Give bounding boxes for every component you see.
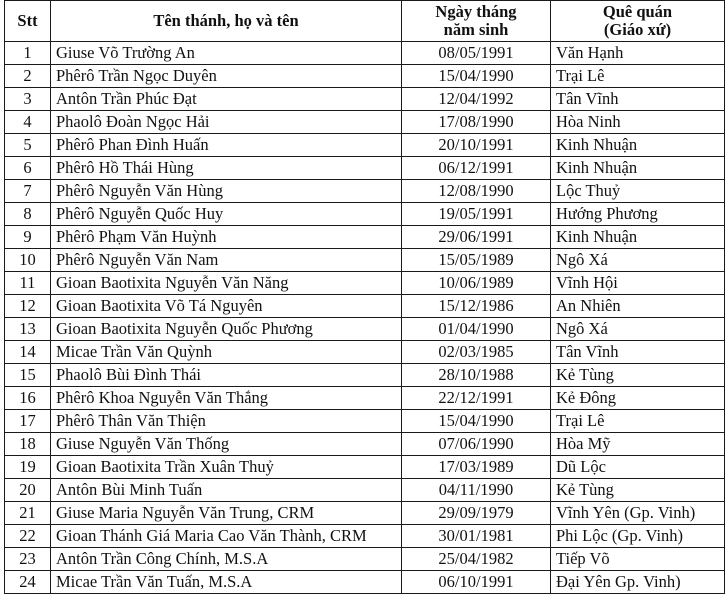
row-stt: 7 — [5, 180, 51, 203]
row-stt: 18 — [5, 433, 51, 456]
row-hometown: Dũ Lộc — [551, 456, 725, 479]
row-dob: 29/09/1979 — [402, 502, 551, 525]
row-stt: 23 — [5, 548, 51, 571]
row-stt: 5 — [5, 134, 51, 157]
row-hometown: Trại Lê — [551, 410, 725, 433]
row-stt: 15 — [5, 364, 51, 387]
row-stt: 10 — [5, 249, 51, 272]
row-stt: 6 — [5, 157, 51, 180]
row-dob: 15/04/1990 — [402, 410, 551, 433]
row-name: Phêrô Phan Đình Huấn — [51, 134, 402, 157]
row-hometown: Kẻ Đông — [551, 387, 725, 410]
table-row — [5, 410, 725, 433]
row-name: Micae Trần Văn Tuấn, M.S.A — [51, 571, 402, 594]
row-hometown: Văn Hạnh — [551, 42, 725, 65]
table-row — [5, 387, 725, 410]
row-dob: 29/06/1991 — [402, 226, 551, 249]
row-dob: 08/05/1991 — [402, 42, 551, 65]
row-hometown: Hướng Phương — [551, 203, 725, 226]
row-stt: 4 — [5, 111, 51, 134]
header-hometown: Quê quán (Giáo xứ) — [551, 1, 725, 42]
row-name: Giuse Nguyễn Văn Thống — [51, 433, 402, 456]
row-hometown: Kinh Nhuận — [551, 157, 725, 180]
row-stt: 17 — [5, 410, 51, 433]
row-stt: 8 — [5, 203, 51, 226]
table-row — [5, 456, 725, 479]
table-row — [5, 226, 725, 249]
row-dob: 17/08/1990 — [402, 111, 551, 134]
row-dob: 17/03/1989 — [402, 456, 551, 479]
row-hometown: Phi Lộc (Gp. Vinh) — [551, 525, 725, 548]
row-stt: 3 — [5, 88, 51, 111]
row-name: Gioan Baotixita Nguyễn Văn Năng — [51, 272, 402, 295]
row-dob: 07/06/1990 — [402, 433, 551, 456]
row-hometown: Tân Vĩnh — [551, 88, 725, 111]
table-row — [5, 203, 725, 226]
table-row — [5, 479, 725, 502]
row-hometown: Tân Vĩnh — [551, 341, 725, 364]
row-name: Phêrô Khoa Nguyễn Văn Thắng — [51, 387, 402, 410]
row-stt: 12 — [5, 295, 51, 318]
row-hometown: Vĩnh Yên (Gp. Vinh) — [551, 502, 725, 525]
row-hometown: Kinh Nhuận — [551, 134, 725, 157]
header-name: Tên thánh, họ và tên — [51, 1, 402, 42]
row-stt: 22 — [5, 525, 51, 548]
row-name: Gioan Baotixita Trần Xuân Thuỷ — [51, 456, 402, 479]
row-name: Antôn Bùi Minh Tuấn — [51, 479, 402, 502]
table-row — [5, 272, 725, 295]
row-hometown: Hòa Mỹ — [551, 433, 725, 456]
row-stt: 2 — [5, 65, 51, 88]
row-stt: 21 — [5, 502, 51, 525]
ordinands-table — [4, 0, 725, 594]
document-page — [4, 0, 726, 594]
row-name: Phaolô Bùi Đình Thái — [51, 364, 402, 387]
table-row — [5, 318, 725, 341]
table-row — [5, 157, 725, 180]
row-hometown: Đại Yên Gp. Vinh) — [551, 571, 725, 594]
table-row — [5, 65, 725, 88]
row-name: Phêrô Nguyễn Quốc Huy — [51, 203, 402, 226]
row-dob: 19/05/1991 — [402, 203, 551, 226]
row-dob: 04/11/1990 — [402, 479, 551, 502]
row-stt: 13 — [5, 318, 51, 341]
table-row — [5, 433, 725, 456]
table-row — [5, 111, 725, 134]
table-body — [5, 42, 725, 594]
row-dob: 06/10/1991 — [402, 571, 551, 594]
table-row — [5, 502, 725, 525]
row-dob: 12/04/1992 — [402, 88, 551, 111]
row-name: Phêrô Thân Văn Thiện — [51, 410, 402, 433]
table-row — [5, 88, 725, 111]
row-name: Phêrô Hồ Thái Hùng — [51, 157, 402, 180]
row-name: Phêrô Nguyễn Văn Hùng — [51, 180, 402, 203]
row-name: Micae Trần Văn Quỳnh — [51, 341, 402, 364]
row-hometown: Ngô Xá — [551, 318, 725, 341]
row-stt: 1 — [5, 42, 51, 65]
table-row — [5, 548, 725, 571]
row-dob: 12/08/1990 — [402, 180, 551, 203]
row-hometown: An Nhiên — [551, 295, 725, 318]
row-name: Phêrô Nguyễn Văn Nam — [51, 249, 402, 272]
row-stt: 19 — [5, 456, 51, 479]
row-name: Gioan Thánh Giá Maria Cao Văn Thành, CRM — [51, 525, 402, 548]
row-dob: 20/10/1991 — [402, 134, 551, 157]
row-dob: 22/12/1991 — [402, 387, 551, 410]
row-name: Antôn Trần Phúc Đạt — [51, 88, 402, 111]
row-name: Gioan Baotixita Võ Tá Nguyên — [51, 295, 402, 318]
row-hometown: Lộc Thuỷ — [551, 180, 725, 203]
table-row — [5, 42, 725, 65]
row-name: Phêrô Phạm Văn Huỳnh — [51, 226, 402, 249]
row-dob: 28/10/1988 — [402, 364, 551, 387]
row-dob: 30/01/1981 — [402, 525, 551, 548]
row-dob: 15/05/1989 — [402, 249, 551, 272]
table-row — [5, 571, 725, 594]
row-stt: 11 — [5, 272, 51, 295]
row-hometown: Kẻ Tùng — [551, 479, 725, 502]
header-row — [5, 1, 725, 42]
row-name: Gioan Baotixita Nguyễn Quốc Phương — [51, 318, 402, 341]
row-name: Giuse Võ Trường An — [51, 42, 402, 65]
table-row — [5, 180, 725, 203]
row-dob: 15/12/1986 — [402, 295, 551, 318]
row-name: Antôn Trần Công Chính, M.S.A — [51, 548, 402, 571]
table-header — [5, 1, 725, 42]
row-hometown: Kẻ Tùng — [551, 364, 725, 387]
row-stt: 16 — [5, 387, 51, 410]
row-hometown: Vĩnh Hội — [551, 272, 725, 295]
row-stt: 14 — [5, 341, 51, 364]
table-row — [5, 249, 725, 272]
table-row — [5, 341, 725, 364]
row-hometown: Hòa Ninh — [551, 111, 725, 134]
row-hometown: Kinh Nhuận — [551, 226, 725, 249]
header-stt: Stt — [5, 1, 51, 42]
row-hometown: Trại Lê — [551, 65, 725, 88]
row-dob: 10/06/1989 — [402, 272, 551, 295]
table-row — [5, 295, 725, 318]
row-name: Giuse Maria Nguyễn Văn Trung, CRM — [51, 502, 402, 525]
row-stt: 24 — [5, 571, 51, 594]
header-dob: Ngày tháng năm sinh — [402, 1, 551, 42]
row-dob: 25/04/1982 — [402, 548, 551, 571]
table-row — [5, 525, 725, 548]
row-hometown: Ngô Xá — [551, 249, 725, 272]
table-row — [5, 134, 725, 157]
row-name: Phaolô Đoàn Ngọc Hải — [51, 111, 402, 134]
row-name: Phêrô Trần Ngọc Duyên — [51, 65, 402, 88]
row-stt: 20 — [5, 479, 51, 502]
row-dob: 02/03/1985 — [402, 341, 551, 364]
row-dob: 06/12/1991 — [402, 157, 551, 180]
row-dob: 15/04/1990 — [402, 65, 551, 88]
row-dob: 01/04/1990 — [402, 318, 551, 341]
table-row — [5, 364, 725, 387]
row-hometown: Tiếp Võ — [551, 548, 725, 571]
row-stt: 9 — [5, 226, 51, 249]
